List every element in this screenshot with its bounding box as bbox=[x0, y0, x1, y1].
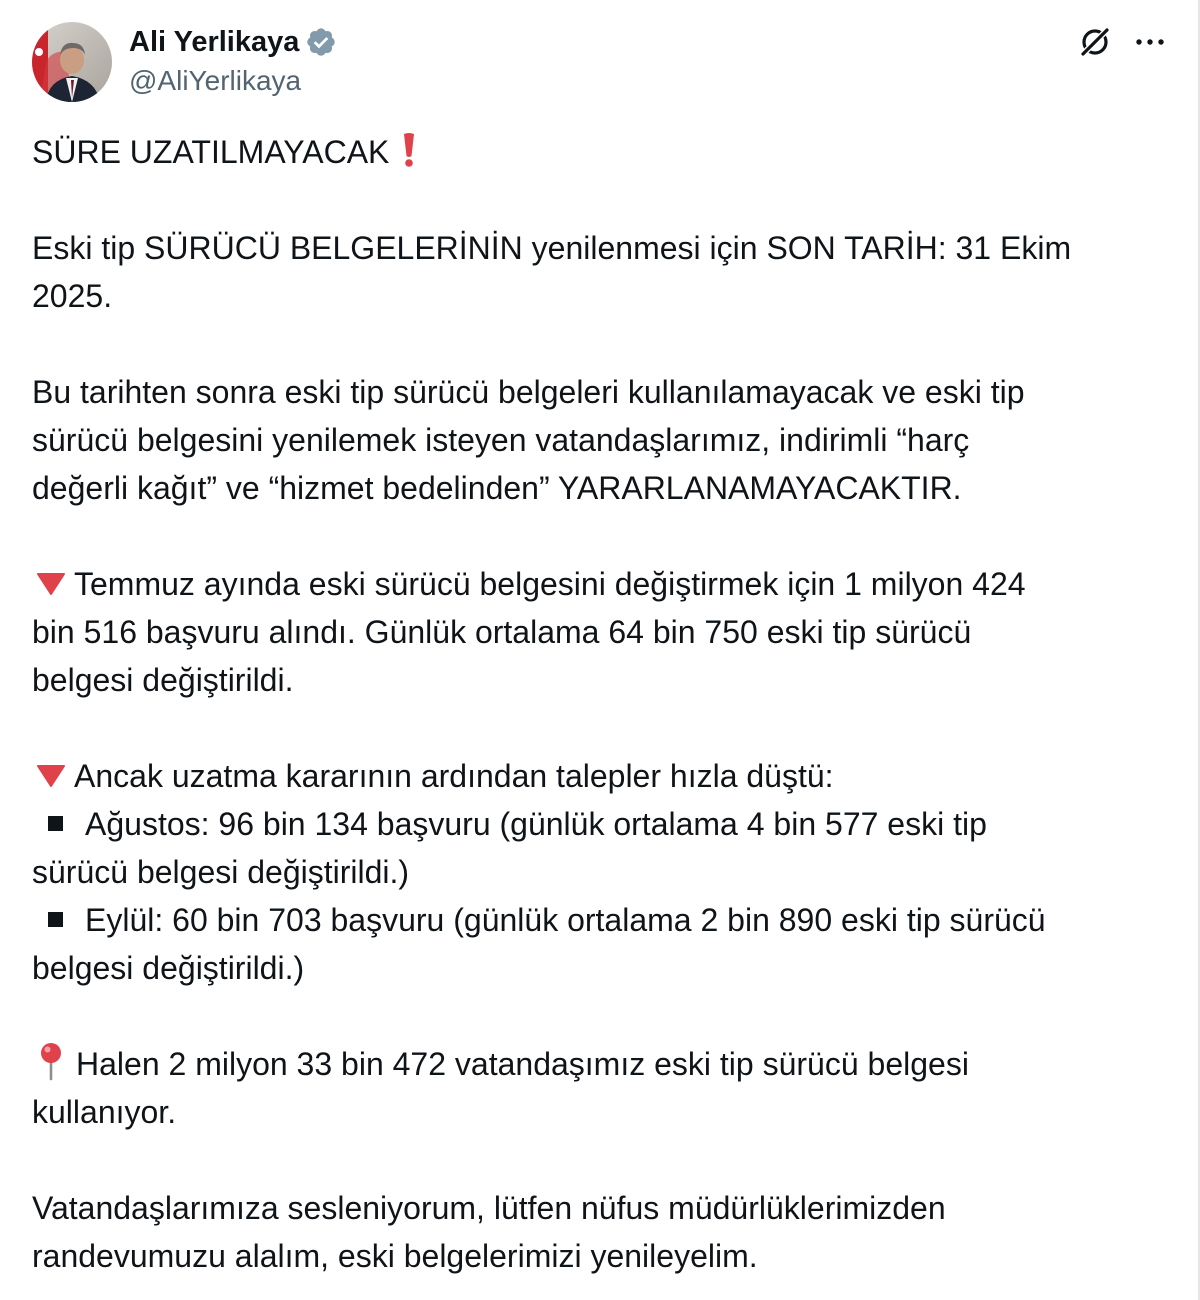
post-text bbox=[32, 128, 1162, 1280]
grok-icon[interactable] bbox=[1078, 25, 1112, 59]
text-segment: Ancak uzatma kararının ardından talepler hızla düştü: bbox=[74, 758, 834, 794]
text-line: belgesi değiştirildi. bbox=[32, 662, 294, 698]
list-item bbox=[32, 800, 1162, 848]
text-segment: Halen 2 milyon 33 bin 472 vatandaşımız eski tip sürücü belgesi bbox=[76, 1046, 969, 1082]
round-pushpin-icon bbox=[34, 1041, 68, 1081]
text-line: Eski tip SÜRÜCÜ BELGELERİNİN yenilenmesi için SON TARİH: 31 Ekim bbox=[32, 230, 1072, 266]
text-segment: Ağustos: 96 bin 134 başvuru (günlük ortalama 4 bin 577 eski tip bbox=[85, 806, 987, 842]
headline-text: SÜRE UZATILMAYACAK bbox=[32, 134, 390, 170]
text-line bbox=[32, 560, 1162, 608]
text-line: belgesi değiştirildi.) bbox=[32, 950, 305, 986]
current-users-paragraph bbox=[32, 1040, 1162, 1136]
verified-badge-icon[interactable] bbox=[305, 26, 337, 58]
headline-paragraph bbox=[32, 128, 1162, 176]
text-line: değerli kağıt” ve “hizmet bedelinden” YARARLANAMAYACAKTIR. bbox=[32, 470, 962, 506]
text-line bbox=[32, 1040, 1162, 1088]
text-line: kullanıyor. bbox=[32, 1094, 177, 1130]
text-line: 2025. bbox=[32, 278, 113, 314]
decline-stats-paragraph bbox=[32, 752, 1162, 992]
more-options-icon[interactable] bbox=[1132, 24, 1168, 60]
text-line: sürücü belgesini yenilemek isteyen vatandaşlarımız, indirimli “harç bbox=[32, 422, 970, 458]
red-down-triangle-icon bbox=[36, 764, 66, 788]
text-line bbox=[32, 752, 1162, 800]
text-line: sürücü belgesi değiştirildi.) bbox=[32, 854, 410, 890]
text-segment: Temmuz ayında eski sürücü belgesini değiştirmek için 1 milyon 424 bbox=[74, 566, 1026, 602]
avatar[interactable] bbox=[32, 22, 112, 102]
handle[interactable]: @AliYerlikaya bbox=[129, 65, 302, 96]
text-line: bin 516 başvuru alındı. Günlük ortalama 64 bin 750 eski tip sürücü bbox=[32, 614, 972, 650]
post-header bbox=[32, 20, 1168, 104]
display-name[interactable]: Ali Yerlikaya bbox=[129, 26, 300, 58]
name-row bbox=[129, 24, 337, 60]
deadline-paragraph bbox=[32, 224, 1162, 320]
avatar-image bbox=[32, 22, 112, 102]
text-line: Vatandaşlarımıza sesleniyorum, lütfen nüfus müdürlüklerimizden bbox=[32, 1190, 946, 1226]
black-small-square-icon bbox=[48, 912, 63, 927]
july-stats-paragraph bbox=[32, 560, 1162, 704]
text-segment: Eylül: 60 bin 703 başvuru (günlük ortalama 2 bin 890 eski tip sürücü bbox=[85, 902, 1046, 938]
author-block bbox=[129, 24, 337, 100]
black-small-square-icon bbox=[48, 816, 63, 831]
warning-paragraph bbox=[32, 368, 1162, 512]
red-down-triangle-icon bbox=[36, 572, 66, 596]
list-item bbox=[32, 896, 1162, 944]
call-to-action-paragraph bbox=[32, 1184, 1162, 1280]
text-line: Bu tarihten sonra eski tip sürücü belgeleri kullanılamayacak ve eski tip bbox=[32, 374, 1025, 410]
red-exclamation-icon bbox=[399, 131, 419, 169]
header-actions bbox=[1078, 24, 1168, 60]
text-line: randevumuzu alalım, eski belgelerimizi yenileyelim. bbox=[32, 1238, 758, 1274]
